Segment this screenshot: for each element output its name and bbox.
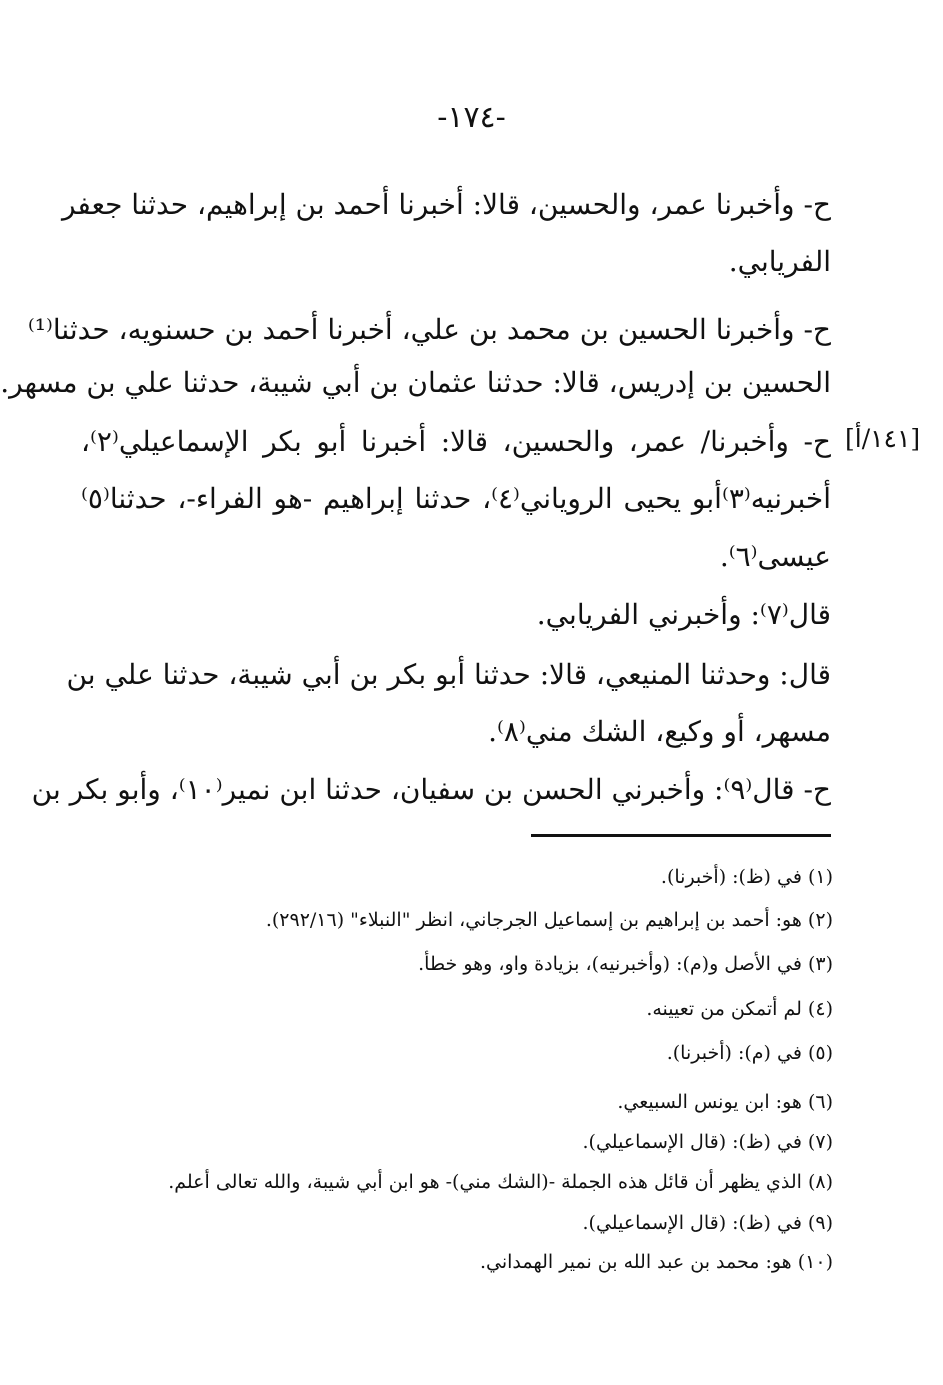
text-line: عيسى⁽٦⁾. [719, 540, 831, 573]
footnote: (٨) الذي يظهر أن قائل هذه الجملة -(الشك مني)- هو ابن أبي شيبة، والله تعالى أعلم. [168, 1171, 833, 1193]
footnote: (١) في (ظ): (أخبرنا). [660, 866, 833, 888]
footnote: (٤) لم أتمكن من تعيينه. [646, 998, 833, 1020]
footnote: (١٠) هو: محمد بن عبد الله بن نمير الهمداني. [479, 1251, 833, 1273]
text-line: ح- قال⁽٩⁾: وأخبرني الحسن بن سفيان، حدثنا ابن نمير⁽١٠⁾، وأبو بكر بن [31, 773, 831, 806]
footnote: (٧) في (ظ): (قال الإسماعيلي). [582, 1131, 833, 1153]
text-line: الفريابي. [728, 245, 831, 278]
text-line: قال: وحدثنا المنيعي، قالا: حدثنا أبو بكر بن أبي شيبة، حدثنا علي بن [66, 658, 831, 691]
text-line: مسهر، أو وكيع، الشك مني⁽٨⁾. [488, 715, 831, 748]
text-line: قال⁽٧⁾: وأخبرني الفريابي. [536, 598, 831, 631]
footnote: (٥) في (م): (أخبرنا). [666, 1042, 833, 1064]
footnote: (٩) في (ظ): (قال الإسماعيلي). [582, 1212, 833, 1234]
footnote: (٢) هو: أحمد بن إبراهيم بن إسماعيل الجرجاني، انظر "النبلاء" (٢٩٢/١٦). [265, 909, 833, 931]
text-line: ح- وأخبرنا عمر، والحسين، قالا: أخبرنا أحمد بن إبراهيم، حدثنا جعفر [61, 188, 831, 221]
text-line: الحسين بن إدريس، قالا: حدثنا عثمان بن أبي شيبة، حدثنا علي بن مسهر. [0, 366, 831, 399]
footnote-separator [531, 834, 831, 837]
footnote: (٦) هو: ابن يونس السبيعي. [617, 1091, 833, 1113]
text-line: ح- وأخبرنا/ عمر، والحسين، قالا: أخبرنا أبو بكر الإسماعيلي⁽٢⁾، [81, 425, 831, 458]
text-line: ح- وأخبرنا الحسين بن محمد بن علي، أخبرنا أحمد بن حسنويه، حدثنا⁽¹⁾ [27, 313, 831, 346]
footnote: (٣) في الأصل و(م): (وأخبرنيه)، بزيادة واو، وهو خطأ. [418, 953, 833, 975]
page-number: -١٧٤- [437, 100, 506, 135]
margin-note: [١٤١/أ] [845, 424, 921, 453]
text-line: أخبرنيه⁽٣⁾أبو يحيى الروياني⁽٤⁾، حدثنا إبراهيم -هو الفراء-، حدثنا⁽٥⁾ [81, 482, 832, 515]
